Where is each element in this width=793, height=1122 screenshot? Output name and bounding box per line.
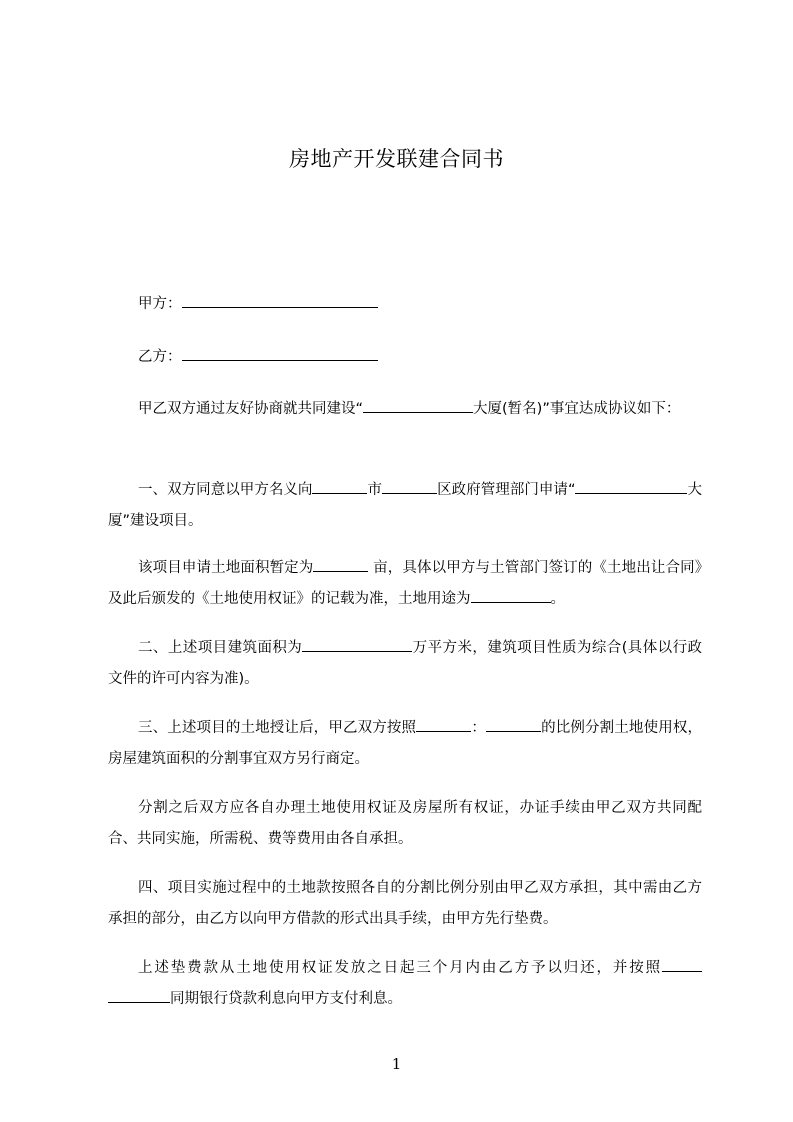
paragraph-text: 大厦(暂名)”事宜达成协议如下：	[473, 401, 681, 417]
paragraph-text: 甲乙双方通过友好协商就共同建设“	[138, 401, 364, 417]
paragraph-text: 万平方米，建筑项目性质为综合(具体以行政文件的许可内容为准)。	[108, 640, 702, 687]
paragraph-land-area	[108, 553, 702, 615]
paragraph-clause-4: 四、项目实施过程中的土地款按照各自的分割比例分别由甲乙双方承担，其中需由乙方承担的部分，由乙方以向甲方借款的形式出具手续，由甲方先行垫费。	[108, 880, 702, 927]
party-a-label: 甲方：	[138, 296, 182, 312]
building-name-blank	[363, 397, 473, 413]
party-b-line	[138, 345, 378, 367]
paragraph-text: 亩，具体以甲方与土管部门签订的《土地出让合同》及此后颁发的《土地使用权证》的记载为准，土地用途为	[108, 560, 702, 607]
project-name-blank-1	[575, 478, 655, 494]
paragraph-clause-3	[108, 713, 702, 775]
document-title: 房地产开发联建合同书	[289, 147, 504, 171]
paragraph-text: 同期银行贷款利息向甲方支付利息。	[170, 991, 402, 1007]
paragraph-clause-1	[108, 475, 702, 537]
land-area-blank	[313, 556, 368, 572]
paragraph-text: 区政府管理部门申请“	[437, 482, 576, 498]
building-area-blank	[302, 636, 412, 652]
paragraph-text: 三、上述项目的土地授让后，甲乙双方按照	[138, 720, 417, 736]
paragraph-text: 上述垫费款从土地使用权证发放之日起三个月内由乙方予以归还，并按照	[138, 960, 662, 976]
paragraph-text: 该项目申请土地面积暂定为	[138, 560, 314, 576]
paragraph-text: 一、双方同意以甲方名义向	[138, 482, 313, 498]
paragraph-repayment	[108, 953, 702, 1015]
paragraph-certificates: 分割之后双方应各自办理土地使用权证及房屋所有权证，办证手续由甲乙双方共同配合、共同实施，所需税、费等费用由各自承担。	[108, 800, 702, 847]
paragraph-text: 。	[550, 591, 565, 607]
city-blank	[312, 478, 367, 494]
paragraph-text: 市	[367, 482, 383, 498]
district-blank	[382, 478, 437, 494]
interest-basis-blank-1	[662, 956, 702, 972]
project-name-blank-2	[655, 478, 687, 494]
paragraph-text: 大厦”建设项目。	[108, 482, 703, 529]
party-b-label: 乙方：	[138, 349, 182, 365]
ratio-b-blank	[486, 716, 541, 732]
party-b-blank	[182, 345, 378, 361]
land-use-blank	[471, 587, 551, 603]
paragraph-text: 的比例分割土地使用权，房屋建筑面积的分割事宜双方另行商定。	[108, 720, 702, 767]
page-number: 1	[391, 1055, 402, 1073]
party-a-line	[138, 292, 378, 314]
paragraph-clause-2	[108, 633, 702, 695]
paragraph-text: 二、上述项目建筑面积为	[138, 640, 303, 656]
interest-basis-blank-2	[108, 987, 170, 1003]
paragraph-intro	[108, 394, 702, 425]
party-a-blank	[182, 292, 378, 308]
ratio-a-blank	[416, 716, 471, 732]
paragraph-text: ：	[471, 720, 486, 736]
